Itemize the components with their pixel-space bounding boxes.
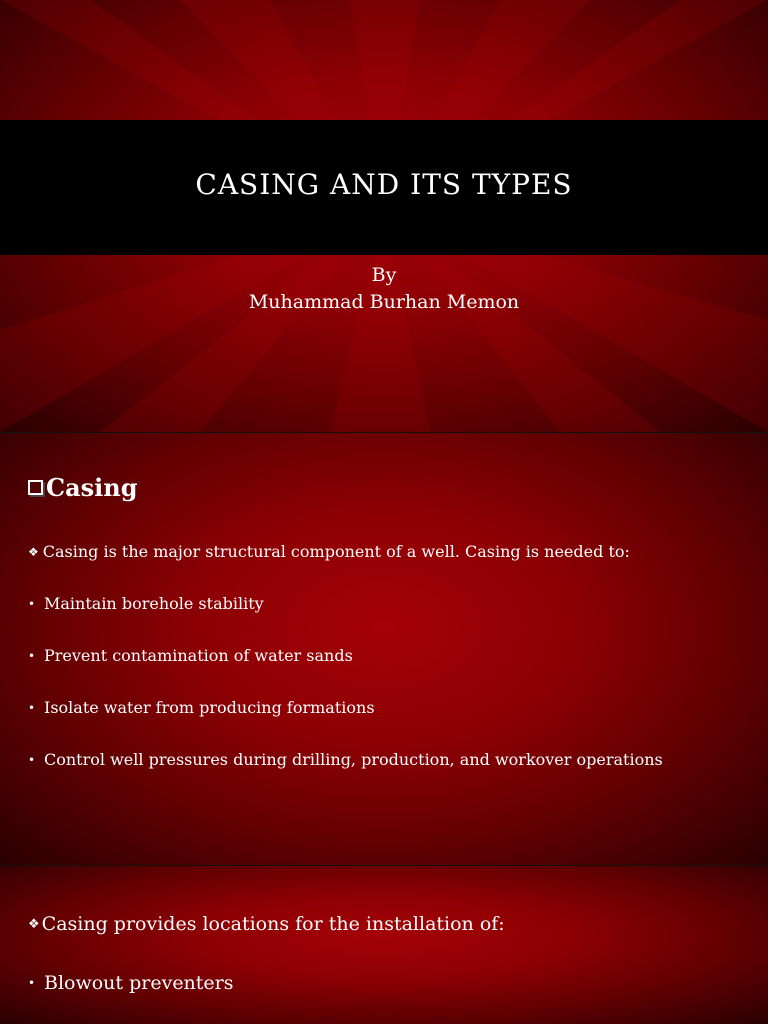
intro-text: Casing is the major structural component of a well. Casing is needed to: bbox=[42, 542, 630, 561]
section-heading bbox=[28, 473, 138, 502]
list-item-text: Blowout preventers bbox=[44, 972, 234, 994]
diamond-cluster-icon: ❖ bbox=[28, 544, 39, 559]
by-label: By bbox=[371, 264, 397, 286]
list-item-text: Prevent contamination of water sands bbox=[44, 646, 353, 665]
casing-slide bbox=[0, 433, 768, 865]
installation-slide bbox=[0, 866, 768, 1024]
bullet-dot-icon: • bbox=[28, 648, 36, 663]
title-slide bbox=[0, 0, 768, 432]
square-box-icon bbox=[28, 480, 43, 495]
heading-text: Casing bbox=[46, 473, 138, 502]
bullet-dot-icon: • bbox=[28, 596, 36, 611]
list-item bbox=[28, 698, 375, 717]
title-band bbox=[0, 120, 768, 255]
list-item bbox=[28, 646, 353, 665]
author-name: Muhammad Burhan Memon bbox=[248, 291, 520, 313]
diamond-cluster-icon: ❖ bbox=[28, 916, 40, 932]
list-item bbox=[28, 750, 663, 769]
list-item-text: Isolate water from producing formations bbox=[44, 698, 375, 717]
bullet-dot-icon: • bbox=[28, 976, 36, 990]
list-item-text: Control well pressures during drilling, production, and workover operations bbox=[44, 750, 663, 769]
list-item bbox=[28, 594, 264, 613]
bullet-dot-icon: • bbox=[28, 700, 36, 715]
intro-line bbox=[28, 913, 505, 935]
intro-line bbox=[28, 542, 630, 561]
list-item-text: Maintain borehole stability bbox=[44, 594, 264, 613]
slide-title: CASING AND ITS TYPES bbox=[195, 168, 573, 201]
list-item bbox=[28, 972, 234, 994]
bullet-dot-icon: • bbox=[28, 752, 36, 767]
intro-text: Casing provides locations for the installation of: bbox=[41, 913, 505, 935]
byline bbox=[0, 262, 768, 316]
